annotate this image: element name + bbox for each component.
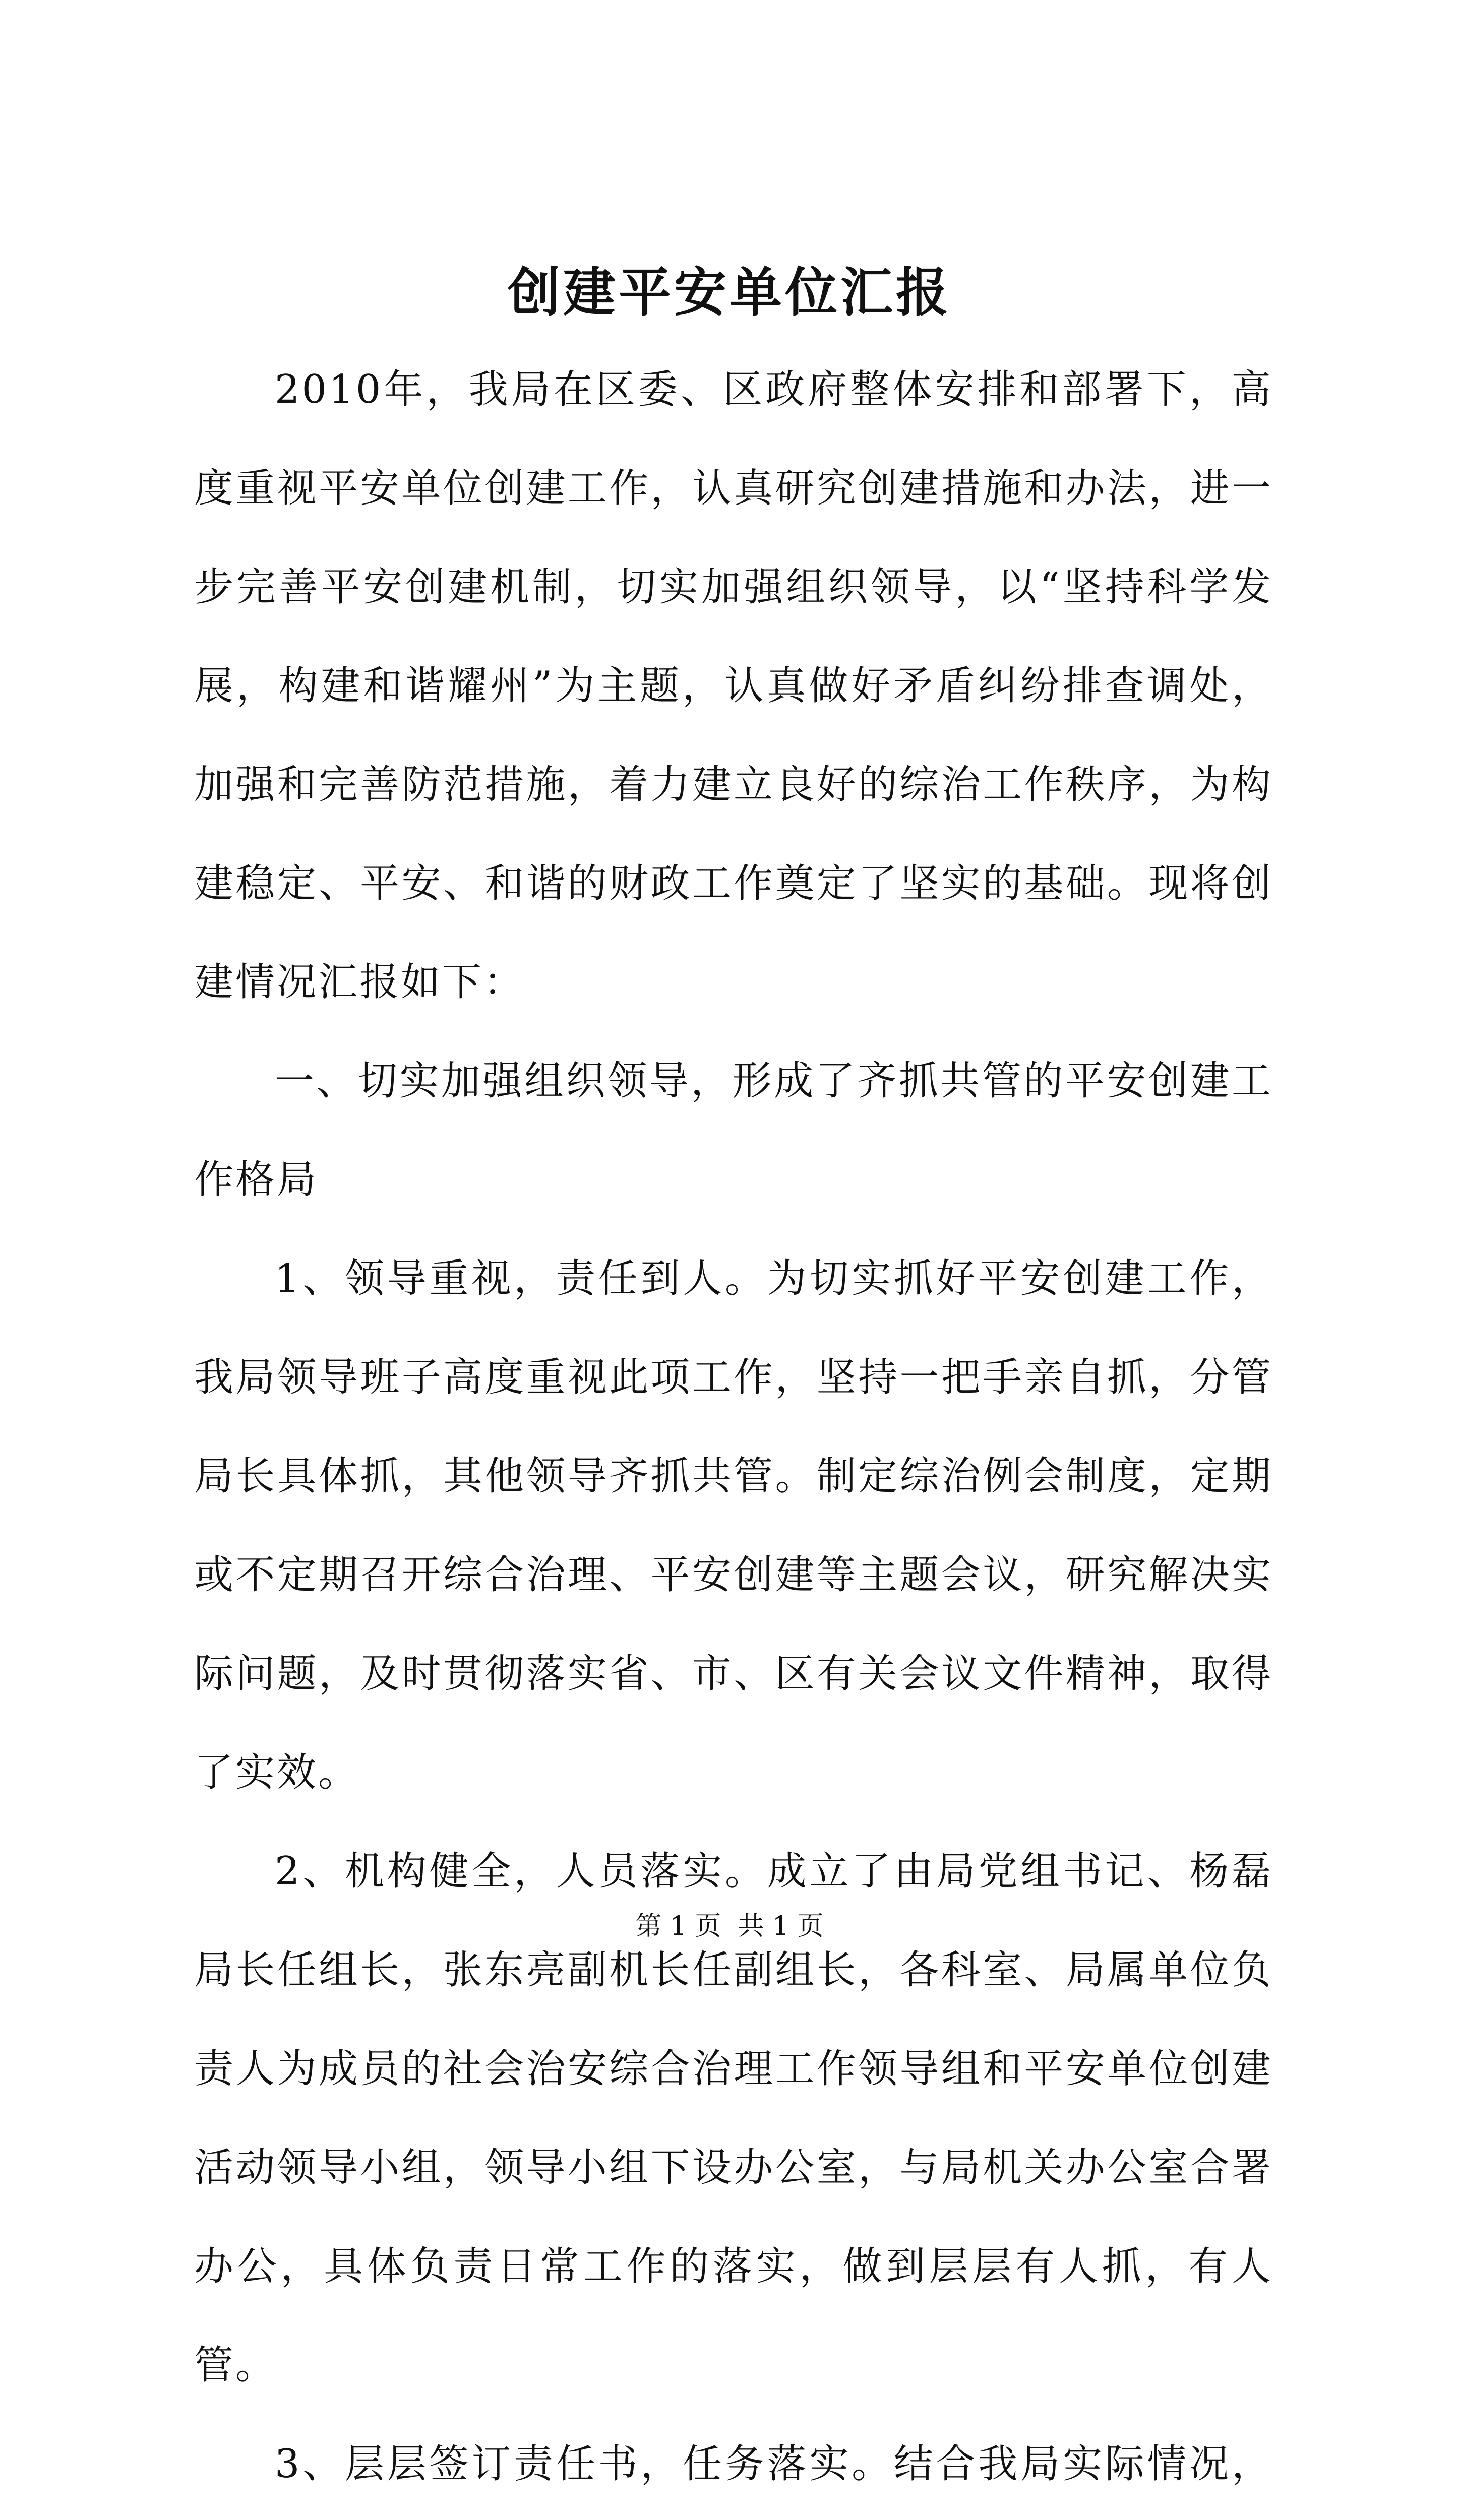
page-footer [0,1906,1459,1946]
section-heading-1: 一、切实加强组织领导，形成了齐抓共管的平安创建工作格局 [194,1058,1273,1203]
document-title: 创建平安单位汇报 [507,261,951,323]
document-body [194,340,1273,2520]
paragraph-intro: 2010年，我局在区委、区政府整体安排和部署下，高度重视平安单位创建工作，认真研究创建措施和办法，进一步完善平安创建机制，切实加强组织领导，以“坚持科学发展，构建和谐耀州”为主题，认真做好矛盾纠纷排查调处，加强和完善防范措施，着力建立良好的综治工作秩序，为构建稳定、平安、和谐的财政工作奠定了坚实的基础。现将创建情况汇报如下： [194,367,1273,1005]
page-number-text: 第 1 页 共 1 页 [635,1911,824,1941]
paragraph-item-2: 2、机构健全，人员落实。成立了由局党组书记、杨磊局长任组长，张东亮副机长任副组长，各科室、局属单位负责人为成员的社会治安综合治理工作领导组和平安单位创建活动领导小组，领导小组下设办公室，与局机关办公室合署办公，具体负责日常工作的落实，做到层层有人抓，有人管。 [194,1849,1273,2388]
paragraph-item-1: 1、领导重视，责任到人。为切实抓好平安创建工作，我局领导班子高度重视此项工作，坚持一把手亲自抓，分管局长具体抓，其他领导齐抓共管。制定综治例会制度，定期或不定期召开综合治理、平安创建等主题会议，研究解决实际问题，及时贯彻落实省、市、区有关会议文件精神，取得了实效。 [194,1256,1273,1795]
paragraph-item-3: 3、层层签订责任书，任务落实。结合我局实际情况， [274,2441,1273,2487]
